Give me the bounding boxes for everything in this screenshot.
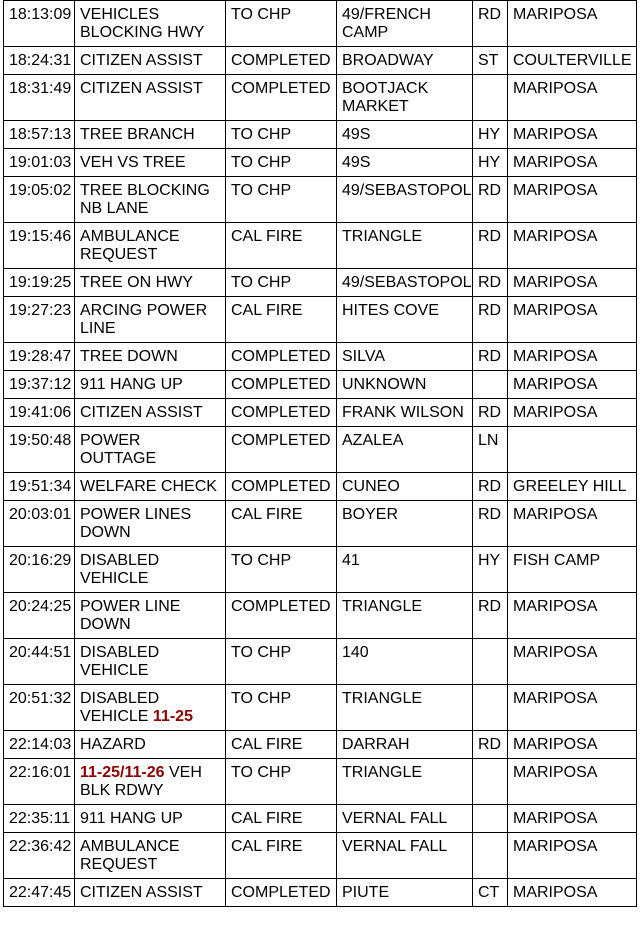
cell-incident: ARCING POWER LINE xyxy=(75,297,226,343)
cell-incident: HAZARD xyxy=(75,731,226,759)
cell-street-type: HY xyxy=(473,547,508,593)
cell-incident: VEHICLES BLOCKING HWY xyxy=(75,1,226,47)
table-row xyxy=(4,427,637,473)
cell-location: TRIANGLE xyxy=(337,593,473,639)
cell-incident: CITIZEN ASSIST xyxy=(75,75,226,121)
cell-incident: CITIZEN ASSIST xyxy=(75,47,226,75)
cell-time: 20:16:29 xyxy=(4,547,75,593)
table-row xyxy=(4,547,637,593)
cell-street-type: RD xyxy=(473,223,508,269)
cell-time: 18:13:09 xyxy=(4,1,75,47)
cell-incident: TREE BLOCKING NB LANE xyxy=(75,177,226,223)
cell-street-type: RD xyxy=(473,731,508,759)
cell-city: GREELEY HILL xyxy=(508,473,637,501)
cell-incident: CITIZEN ASSIST xyxy=(75,879,226,907)
cell-location: 41 xyxy=(337,547,473,593)
cell-city: MARIPOSA xyxy=(508,177,637,223)
cell-location: 49/SEBASTOPOL xyxy=(337,177,473,223)
cell-street-type: HY xyxy=(473,149,508,177)
cell-time: 19:19:25 xyxy=(4,269,75,297)
cell-street-type xyxy=(473,639,508,685)
cell-disposition: TO CHP xyxy=(226,269,337,297)
cell-disposition: COMPLETED xyxy=(226,47,337,75)
cell-incident: DISABLED VEHICLE xyxy=(75,547,226,593)
cell-street-type xyxy=(473,371,508,399)
cell-disposition: TO CHP xyxy=(226,177,337,223)
cell-disposition: COMPLETED xyxy=(226,343,337,371)
cell-disposition: TO CHP xyxy=(226,1,337,47)
cell-street-type xyxy=(473,805,508,833)
cell-location: AZALEA xyxy=(337,427,473,473)
table-row xyxy=(4,371,637,399)
incident-text: DISABLED VEHICLE xyxy=(80,690,160,725)
cell-location: VERNAL FALL xyxy=(337,805,473,833)
cell-city: MARIPOSA xyxy=(508,371,637,399)
cell-incident xyxy=(75,685,226,731)
cell-time: 18:24:31 xyxy=(4,47,75,75)
cell-time: 19:05:02 xyxy=(4,177,75,223)
cell-time: 22:47:45 xyxy=(4,879,75,907)
cell-time: 20:03:01 xyxy=(4,501,75,547)
cell-time: 20:51:32 xyxy=(4,685,75,731)
cell-time: 22:35:11 xyxy=(4,805,75,833)
cell-disposition: CAL FIRE xyxy=(226,731,337,759)
table-row xyxy=(4,121,637,149)
cell-disposition: COMPLETED xyxy=(226,593,337,639)
cell-location: BOOTJACK MARKET xyxy=(337,75,473,121)
table-row xyxy=(4,269,637,297)
cell-street-type: RD xyxy=(473,269,508,297)
incident-flag: 11-25/11-26 xyxy=(80,764,165,781)
cell-time: 19:01:03 xyxy=(4,149,75,177)
table-row xyxy=(4,177,637,223)
cell-street-type xyxy=(473,75,508,121)
cell-time: 19:28:47 xyxy=(4,343,75,371)
cell-street-type: RD xyxy=(473,501,508,547)
incident-log xyxy=(3,0,637,907)
cell-city: MARIPOSA xyxy=(508,759,637,805)
cell-location: DARRAH xyxy=(337,731,473,759)
table-row xyxy=(4,399,637,427)
cell-city xyxy=(508,427,637,473)
table-row xyxy=(4,685,637,731)
table-row xyxy=(4,639,637,685)
cell-incident: CITIZEN ASSIST xyxy=(75,399,226,427)
cell-time: 19:41:06 xyxy=(4,399,75,427)
cell-street-type: ST xyxy=(473,47,508,75)
cell-incident: 911 HANG UP xyxy=(75,805,226,833)
cell-incident xyxy=(75,759,226,805)
cell-incident: TREE ON HWY xyxy=(75,269,226,297)
cell-city: MARIPOSA xyxy=(508,731,637,759)
cell-location: 49S xyxy=(337,149,473,177)
cell-incident: TREE BRANCH xyxy=(75,121,226,149)
cell-disposition: TO CHP xyxy=(226,547,337,593)
table-row xyxy=(4,805,637,833)
cell-city: MARIPOSA xyxy=(508,75,637,121)
cell-time: 20:24:25 xyxy=(4,593,75,639)
cell-incident: TREE DOWN xyxy=(75,343,226,371)
cell-location: 49S xyxy=(337,121,473,149)
cell-incident: AMBULANCE REQUEST xyxy=(75,223,226,269)
cell-street-type: RD xyxy=(473,399,508,427)
cell-time: 22:36:42 xyxy=(4,833,75,879)
cell-time: 19:37:12 xyxy=(4,371,75,399)
table-row xyxy=(4,833,637,879)
cell-city: MARIPOSA xyxy=(508,805,637,833)
cell-city: MARIPOSA xyxy=(508,223,637,269)
cell-city: MARIPOSA xyxy=(508,269,637,297)
cell-street-type: HY xyxy=(473,121,508,149)
cell-location: FRANK WILSON xyxy=(337,399,473,427)
cell-incident: WELFARE CHECK xyxy=(75,473,226,501)
cell-location: UNKNOWN xyxy=(337,371,473,399)
cell-disposition: COMPLETED xyxy=(226,371,337,399)
cell-city: COULTERVILLE xyxy=(508,47,637,75)
cell-street-type: RD xyxy=(473,473,508,501)
cell-street-type: CT xyxy=(473,879,508,907)
cell-time: 20:44:51 xyxy=(4,639,75,685)
cell-disposition: CAL FIRE xyxy=(226,805,337,833)
cell-disposition: TO CHP xyxy=(226,121,337,149)
cell-disposition: COMPLETED xyxy=(226,879,337,907)
table-row xyxy=(4,473,637,501)
table-row xyxy=(4,501,637,547)
table-row xyxy=(4,879,637,907)
cell-street-type: RD xyxy=(473,1,508,47)
cell-incident: 911 HANG UP xyxy=(75,371,226,399)
table-row xyxy=(4,759,637,805)
cell-disposition: TO CHP xyxy=(226,685,337,731)
cell-incident: POWER LINES DOWN xyxy=(75,501,226,547)
cell-location: BROADWAY xyxy=(337,47,473,75)
cell-disposition: TO CHP xyxy=(226,639,337,685)
cell-disposition: COMPLETED xyxy=(226,473,337,501)
cell-location: VERNAL FALL xyxy=(337,833,473,879)
cell-city: MARIPOSA xyxy=(508,501,637,547)
cell-street-type: RD xyxy=(473,297,508,343)
table-row xyxy=(4,47,637,75)
cell-disposition: CAL FIRE xyxy=(226,833,337,879)
cell-location: TRIANGLE xyxy=(337,223,473,269)
incident-text: VEH BLK RDWY xyxy=(80,764,202,799)
cell-city: MARIPOSA xyxy=(508,833,637,879)
cell-disposition: CAL FIRE xyxy=(226,223,337,269)
cell-street-type: LN xyxy=(473,427,508,473)
cell-location: TRIANGLE xyxy=(337,759,473,805)
cell-city: MARIPOSA xyxy=(508,1,637,47)
table-row xyxy=(4,343,637,371)
cell-disposition: COMPLETED xyxy=(226,75,337,121)
cell-incident: DISABLED VEHICLE xyxy=(75,639,226,685)
cell-street-type: RD xyxy=(473,177,508,223)
table-row xyxy=(4,223,637,269)
cell-city: FISH CAMP xyxy=(508,547,637,593)
table-row xyxy=(4,297,637,343)
cell-location: PIUTE xyxy=(337,879,473,907)
cell-street-type xyxy=(473,685,508,731)
cell-location: TRIANGLE xyxy=(337,685,473,731)
cell-time: 18:31:49 xyxy=(4,75,75,121)
cell-location: SILVA xyxy=(337,343,473,371)
cell-street-type xyxy=(473,759,508,805)
cell-incident: POWER LINE DOWN xyxy=(75,593,226,639)
incident-table-body xyxy=(4,1,637,907)
cell-city: MARIPOSA xyxy=(508,149,637,177)
cell-location: 49/FRENCH CAMP xyxy=(337,1,473,47)
cell-city: MARIPOSA xyxy=(508,343,637,371)
cell-city: MARIPOSA xyxy=(508,297,637,343)
cell-city: MARIPOSA xyxy=(508,879,637,907)
cell-disposition: TO CHP xyxy=(226,759,337,805)
cell-location: 140 xyxy=(337,639,473,685)
cell-city: MARIPOSA xyxy=(508,639,637,685)
cell-incident: VEH VS TREE xyxy=(75,149,226,177)
cell-street-type: RD xyxy=(473,343,508,371)
cell-incident: POWER OUTTAGE xyxy=(75,427,226,473)
table-row xyxy=(4,731,637,759)
cell-disposition: TO CHP xyxy=(226,149,337,177)
cell-time: 19:15:46 xyxy=(4,223,75,269)
cell-disposition: CAL FIRE xyxy=(226,501,337,547)
cell-city: MARIPOSA xyxy=(508,121,637,149)
cell-street-type xyxy=(473,833,508,879)
cell-city: MARIPOSA xyxy=(508,593,637,639)
incident-table xyxy=(3,0,637,907)
cell-time: 22:14:03 xyxy=(4,731,75,759)
cell-city: MARIPOSA xyxy=(508,685,637,731)
cell-street-type: RD xyxy=(473,593,508,639)
table-row xyxy=(4,593,637,639)
cell-time: 18:57:13 xyxy=(4,121,75,149)
cell-disposition: COMPLETED xyxy=(226,399,337,427)
table-row xyxy=(4,75,637,121)
table-row xyxy=(4,1,637,47)
cell-time: 22:16:01 xyxy=(4,759,75,805)
cell-disposition: COMPLETED xyxy=(226,427,337,473)
cell-location: 49/SEBASTOPOL xyxy=(337,269,473,297)
cell-location: CUNEO xyxy=(337,473,473,501)
cell-location: BOYER xyxy=(337,501,473,547)
table-row xyxy=(4,149,637,177)
cell-disposition: CAL FIRE xyxy=(226,297,337,343)
cell-location: HITES COVE xyxy=(337,297,473,343)
cell-time: 19:51:34 xyxy=(4,473,75,501)
incident-flag: 11-25 xyxy=(152,708,193,725)
cell-incident: AMBULANCE REQUEST xyxy=(75,833,226,879)
cell-city: MARIPOSA xyxy=(508,399,637,427)
cell-time: 19:50:48 xyxy=(4,427,75,473)
cell-time: 19:27:23 xyxy=(4,297,75,343)
